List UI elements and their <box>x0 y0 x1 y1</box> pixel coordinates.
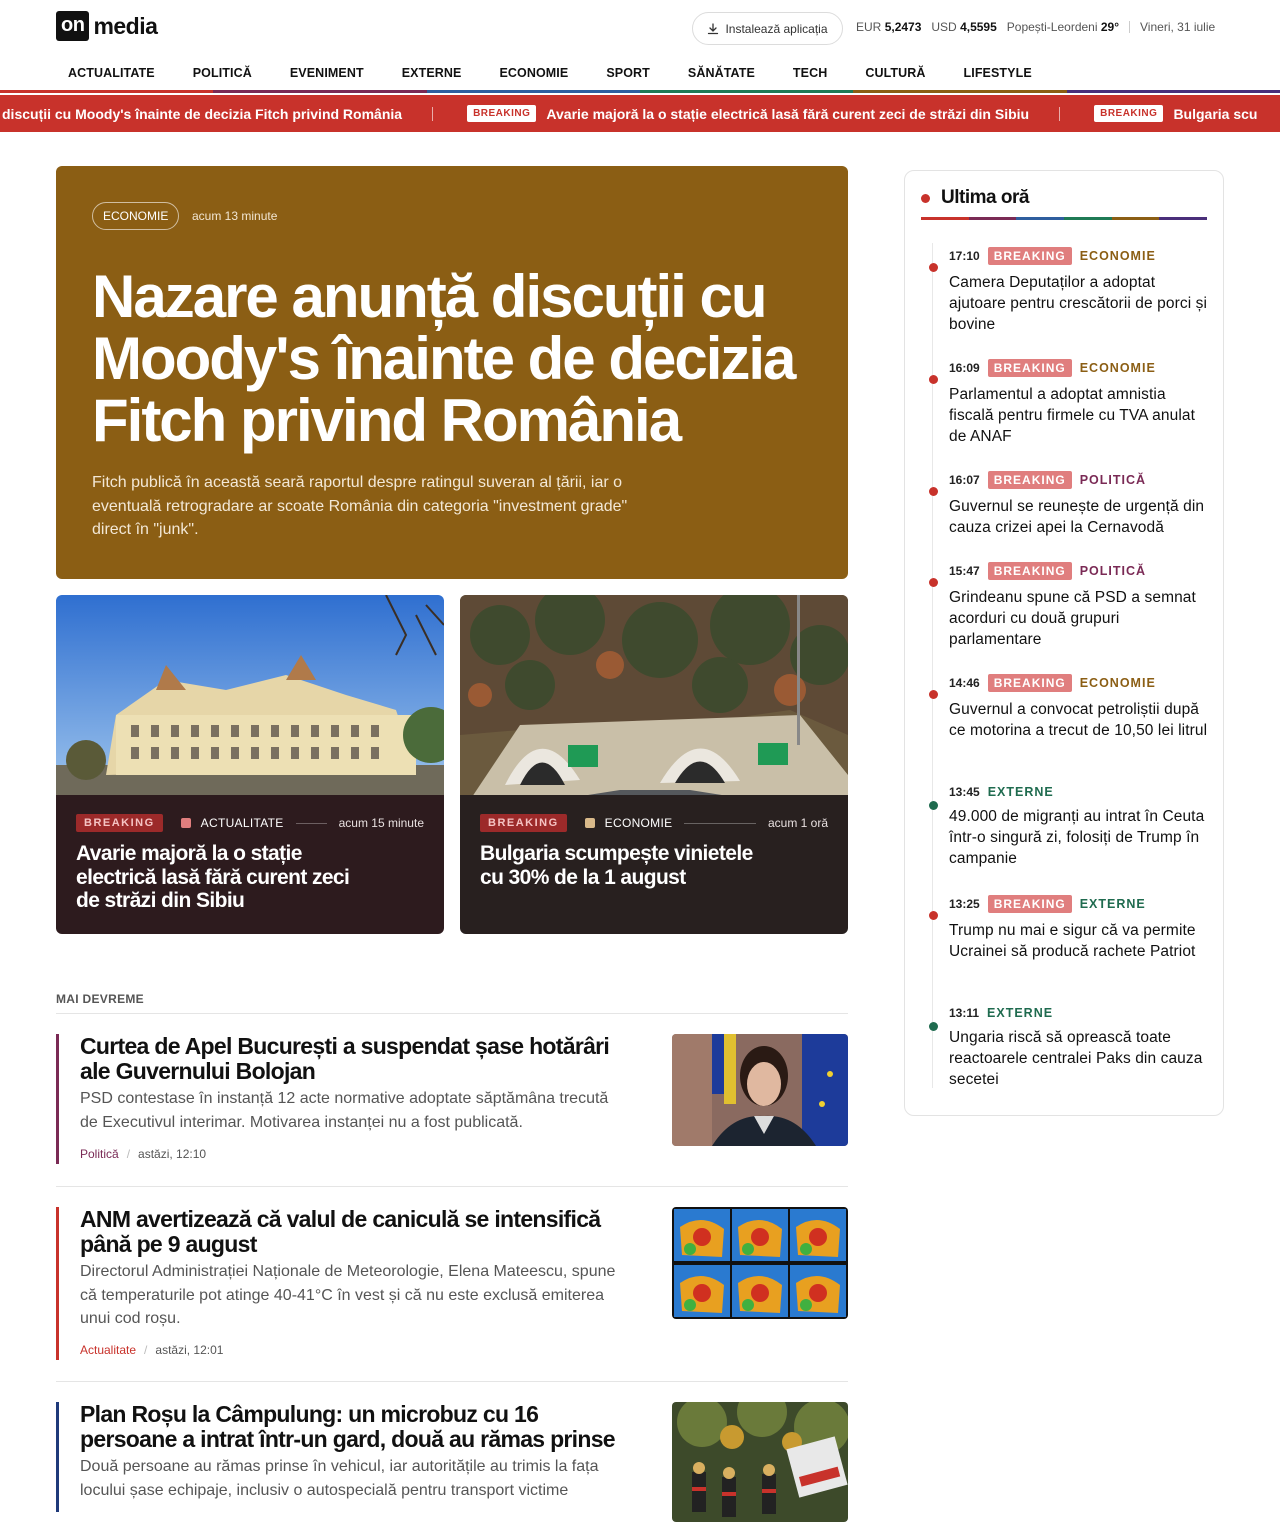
ticker-divider <box>432 107 433 121</box>
nav-item-politica[interactable]: POLITICĂ <box>192 66 252 80</box>
section-divider <box>56 1013 848 1014</box>
building-photo <box>56 595 444 815</box>
download-icon <box>707 23 719 35</box>
ticker-item[interactable] <box>2 106 402 122</box>
logo-media: media <box>93 12 158 39</box>
header-divider <box>1129 21 1130 33</box>
live-dot-icon <box>921 194 930 203</box>
timeline-dot <box>929 487 938 496</box>
article-summary: PSD contestase în instanță 12 acte normative adoptate săptămâna trecută de Executivul interimar. Motivarea instanței nu a fost publicată. <box>80 1090 609 1131</box>
nav-item-externe[interactable]: EXTERNE <box>401 66 462 80</box>
timeline-line <box>932 243 933 1088</box>
timeline-dot <box>929 263 938 272</box>
feed-category[interactable]: ECONOMIE <box>1079 249 1156 263</box>
feed-time: 15:47 <box>949 564 980 578</box>
feed-time: 13:11 <box>949 1006 980 1020</box>
feed-title[interactable]: Guvernul a convocat petroliștii după ce motorina a trecut de 10,50 lei litrul <box>949 701 1208 739</box>
feed-title[interactable]: Trump nu mai e sigur că va permite Ucrainei să producă rachete Patriot <box>949 922 1196 960</box>
timeline-dot <box>929 690 938 699</box>
feed-category[interactable]: EXTERNE <box>987 785 1054 799</box>
nav-item-sanatate[interactable]: SĂNĂTATE <box>687 66 755 80</box>
ticker-item[interactable] <box>1094 105 1257 122</box>
feed-title[interactable]: 49.000 de migranți au intrat în Ceuta într-o singură zi, folosiți de Trump în campanie <box>949 808 1205 867</box>
card-category[interactable]: ACTUALITATE <box>200 816 284 830</box>
header-info <box>856 20 1215 34</box>
weather-temp: 29° <box>1100 20 1120 34</box>
feed-category[interactable]: POLITICĂ <box>1079 564 1147 578</box>
timeline-dot <box>929 801 938 810</box>
article-meta <box>80 1147 206 1161</box>
breaking-tag: BREAKING <box>1094 105 1163 122</box>
nav-item-sport[interactable]: SPORT <box>606 66 650 80</box>
article-divider <box>56 1381 848 1382</box>
article-thumbnail[interactable] <box>672 1034 848 1146</box>
timeline-dot <box>929 578 938 587</box>
usd-value: 4,5595 <box>960 20 997 34</box>
card-time: acum 1 oră <box>767 816 828 830</box>
nav-item-cultura[interactable]: CULTURĂ <box>865 66 926 80</box>
eur-label: EUR <box>856 20 882 34</box>
feed-time: 14:46 <box>949 676 980 690</box>
feed-title[interactable]: Grindeanu spune că PSD a semnat acorduri cu două grupuri parlamentare <box>949 589 1196 648</box>
usd-label: USD <box>931 20 957 34</box>
article-item[interactable] <box>56 1402 848 1512</box>
feature-card-meta <box>76 814 424 832</box>
meta-separator: / <box>144 1343 148 1357</box>
article-summary: Două persoane au rămas prinse în vehicul, iar autoritățile au trimis la fața locului șase echipaje, inclusiv o autospecială pentru transport victime <box>80 1458 599 1499</box>
eur-value: 5,2473 <box>884 20 922 34</box>
sidebar-header <box>921 187 1029 209</box>
category-marker <box>585 818 595 828</box>
feed-category[interactable]: EXTERNE <box>987 1006 1054 1020</box>
card-category[interactable]: ECONOMIE <box>604 816 673 830</box>
feature-card[interactable] <box>460 595 848 934</box>
install-app-button[interactable] <box>692 12 843 45</box>
ticker-item-text: Bulgaria scu <box>1173 105 1258 122</box>
ticker-item[interactable] <box>467 105 1029 122</box>
nav-item-eveniment[interactable]: EVENIMENT <box>289 66 364 80</box>
hero-summary: Fitch publică în această seară raportul despre ratingul suveran al țării, iar o eventuală retrogradare ar scoate România din categoria "investment grade" direct în "junk". <box>92 474 628 538</box>
card-title[interactable]: Avarie majoră la o stație electrică lasă fără curent zeci de străzi din Sibiu <box>76 842 350 912</box>
nav-item-lifestyle[interactable]: LIFESTYLE <box>963 66 1032 80</box>
nav-color-strip <box>0 90 1280 93</box>
meta-separator: / <box>126 1147 131 1161</box>
feed-time: 16:07 <box>949 473 980 487</box>
article-title[interactable]: Curtea de Apel București a suspendat șase hotărâri ale Guvernului Bolojan <box>80 1033 610 1084</box>
latest-news-sidebar <box>904 170 1224 1116</box>
tunnel-photo <box>460 595 848 815</box>
breaking-badge: BREAKING <box>988 562 1072 580</box>
timeline-dot <box>929 911 938 920</box>
feed-time: 13:25 <box>949 897 980 911</box>
feed-time: 13:45 <box>949 785 980 799</box>
main-nav <box>56 56 1058 90</box>
breaking-badge: BREAKING <box>988 247 1072 265</box>
card-time: acum 15 minute <box>338 816 424 830</box>
ticker-item-text: discuții cu Moody's înainte de decizia Fitch privind România <box>2 105 403 122</box>
timeline-dot <box>929 375 938 384</box>
breaking-badge: BREAKING <box>480 814 567 832</box>
feed-title[interactable]: Ungaria riscă să oprească toate reactoarele centralei Paks din cauza secetei <box>949 1029 1203 1088</box>
hero-article[interactable] <box>56 166 848 579</box>
breaking-badge: BREAKING <box>76 814 163 832</box>
feed-category[interactable]: ECONOMIE <box>1079 361 1156 375</box>
sidebar-title: Ultima oră <box>941 187 1029 208</box>
article-accent-bar <box>56 1034 59 1164</box>
logo-on: on <box>56 11 89 41</box>
article-title[interactable]: Plan Roșu la Câmpulung: un microbuz cu 16 persoane a intrat într-un gard, două au rămas prinse <box>80 1401 615 1452</box>
sidebar-color-strip <box>921 217 1207 220</box>
article-time: astăzi, 12:01 <box>155 1343 224 1357</box>
feed-time: 17:10 <box>949 249 980 263</box>
hero-category-pill[interactable]: ECONOMIE <box>92 202 179 230</box>
meta-divider <box>296 823 327 824</box>
article-thumbnail[interactable] <box>672 1207 848 1319</box>
breaking-badge: BREAKING <box>988 359 1072 377</box>
feed-category[interactable]: POLITICĂ <box>1079 473 1147 487</box>
nav-item-actualitate[interactable]: ACTUALITATE <box>68 66 155 80</box>
timeline-dot <box>929 1022 938 1031</box>
top-header <box>0 0 1280 56</box>
article-accent-bar <box>56 1207 59 1360</box>
ticker-item-text: Avarie majoră la o stație electrică lasă fără curent zeci de străzi din Sibiu <box>546 105 1030 122</box>
breaking-badge: BREAKING <box>988 674 1072 692</box>
card-title[interactable]: Bulgaria scumpește vinietele cu 30% de la 1 august <box>480 842 753 889</box>
article-thumbnail[interactable] <box>672 1402 848 1522</box>
meta-divider <box>684 823 756 824</box>
feature-card[interactable] <box>56 595 444 934</box>
article-summary: Directorul Administrației Naționale de Meteorologie, Elena Mateescu, spune că temperaturile pot atinge 40-41°C în vest și că nu este exclusă emiterea unui cod roșu. <box>80 1263 616 1327</box>
nav-item-tech[interactable]: TECH <box>792 66 828 80</box>
article-item[interactable] <box>56 1207 848 1360</box>
breaking-news-ticker <box>0 95 1280 132</box>
feed-title[interactable]: Parlamentul a adoptat amnistia fiscală pentru firmele cu TVA anulat de ANAF <box>949 386 1195 445</box>
site-logo[interactable] <box>56 11 157 41</box>
install-app-label: Instalează aplicația <box>725 21 828 36</box>
section-heading: MAI DEVREME <box>56 992 144 1006</box>
breaking-badge: BREAKING <box>988 471 1072 489</box>
feature-card-meta <box>480 814 828 832</box>
hero-time: acum 13 minute <box>192 209 278 223</box>
breaking-tag: BREAKING <box>467 105 536 122</box>
article-accent-bar <box>56 1402 59 1512</box>
hero-title[interactable]: Nazare anunță discuții cu Moody's înainte de decizia Fitch privind România <box>92 263 795 454</box>
feed-category[interactable]: ECONOMIE <box>1079 676 1156 690</box>
article-category[interactable]: Politică <box>80 1147 119 1161</box>
nav-item-economie[interactable]: ECONOMIE <box>499 66 569 80</box>
feed-title[interactable]: Camera Deputaților a adoptat ajutoare pentru crescătorii de porci și bovine <box>949 274 1208 333</box>
article-item[interactable] <box>56 1034 848 1164</box>
feed-category[interactable]: EXTERNE <box>1079 897 1146 911</box>
breaking-badge: BREAKING <box>988 895 1072 913</box>
category-marker <box>181 818 191 828</box>
article-time: astăzi, 12:10 <box>138 1147 207 1161</box>
article-category[interactable]: Actualitate <box>80 1343 137 1357</box>
article-meta <box>80 1343 223 1357</box>
feed-time: 16:09 <box>949 361 980 375</box>
ticker-divider <box>1059 107 1060 121</box>
weather-city[interactable]: Popești-Leordeni <box>1006 20 1098 34</box>
current-date: Vineri, 31 iulie <box>1140 20 1216 34</box>
feed-title[interactable]: Guvernul se reunește de urgență din cauza crizei apei la Cernavodă <box>949 498 1205 536</box>
article-title[interactable]: ANM avertizează că valul de caniculă se intensifică până pe 9 august <box>80 1206 601 1257</box>
article-divider <box>56 1186 848 1187</box>
